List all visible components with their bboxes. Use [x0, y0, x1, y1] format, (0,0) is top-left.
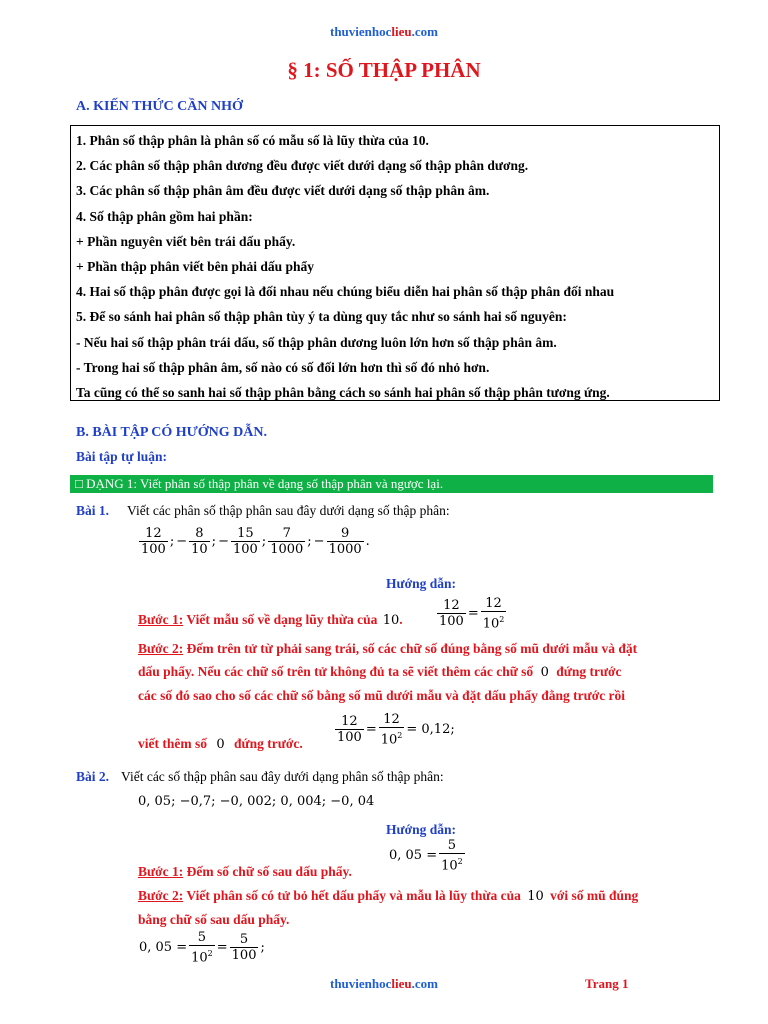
- denominator: 100: [231, 948, 257, 964]
- bai-1-row: [76, 502, 450, 520]
- knowledge-line: 5. Để so sánh hai phân số thập phân tùy ý ta dùng quy tắc như so sánh hai số nguyên:: [76, 309, 567, 325]
- equals-sign: =: [216, 940, 228, 956]
- exponent: 2: [397, 731, 403, 740]
- bai-2-row: [76, 768, 444, 786]
- numerator: 12: [335, 714, 364, 730]
- bai-1-step-2: [138, 637, 738, 707]
- step-text: Đếm trên tử từ phải sang trái, số các chữ số đúng bằng số mũ dưới mẫu và đặt: [183, 641, 638, 656]
- fraction: [327, 526, 364, 557]
- section-a-heading: A. KIẾN THỨC CẦN NHỚ: [76, 99, 243, 114]
- knowledge-line: + Phần nguyên viết bên trái dấu phẩy.: [76, 233, 296, 249]
- numerator: 5: [230, 932, 259, 948]
- end-mark: .: [365, 534, 370, 549]
- separator: ;: [169, 534, 175, 549]
- digit-zero: 0: [216, 737, 225, 752]
- step-text: Viết phân số có tử bỏ hết dấu phẩy và mẫu là lũy thừa của: [183, 888, 525, 903]
- minus-sign: −: [176, 534, 188, 549]
- separator: ;: [307, 534, 312, 549]
- minus-sign: −: [313, 534, 325, 549]
- knowledge-line: 4. Hai số thập phân được gọi là đối nhau nếu chúng biểu diễn hai phân số thập phân đối nhau: [76, 284, 615, 300]
- separator: ;: [261, 534, 267, 549]
- site-name-part-2: lieu: [391, 24, 412, 39]
- power-base: 10: [527, 889, 544, 904]
- knowledge-line: - Trong hai số thập phân âm, số nào có số đối lớn hơn thì số đó nhỏ hơn.: [76, 359, 490, 375]
- power-base: 10: [191, 950, 208, 966]
- numerator: 12: [481, 596, 507, 612]
- step-label: Bước 2:: [138, 888, 184, 903]
- step-text: bằng chữ số sau dấu phẩy.: [138, 912, 290, 927]
- bai-2-step-1: [138, 860, 352, 883]
- fraction: [189, 526, 210, 557]
- bai-1-guide-heading: Hướng dẫn:: [386, 576, 456, 591]
- knowledge-line: - Nếu hai số thập phân trái dấu, số thập phân dương luôn lớn hơn số thập phân âm.: [76, 334, 557, 350]
- bai-1-step-2-end: [138, 732, 303, 756]
- bai-1-result-equation: [334, 712, 456, 747]
- power-base: 10: [482, 616, 500, 632]
- bai-2-result-equation: [138, 930, 266, 965]
- numerator: 8: [189, 526, 210, 542]
- bai-1-fraction-list: [138, 526, 371, 557]
- subsection-heading: Bài tập tự luận:: [76, 449, 167, 464]
- bai-2-number-list: 0, 05; −0,7; −0, 002; 0, 004; −0, 04: [138, 794, 375, 809]
- bai-2-step-1-equation: [388, 838, 466, 873]
- bai-1-label: Bài 1.: [76, 503, 110, 518]
- denominator: 1000: [270, 542, 304, 557]
- result-value: = 0,12;: [406, 722, 455, 738]
- step-text: đứng trước: [552, 664, 622, 679]
- knowledge-line: 2. Các phân số thập phân dương đều được viết dưới dạng số thập phân dương.: [76, 158, 529, 174]
- exponent: 2: [457, 857, 463, 866]
- site-name-part-3: .com: [411, 976, 438, 991]
- knowledge-line: 3. Các phân số thập phân âm đều được viết dưới dạng số thập phân âm.: [76, 183, 490, 199]
- denominator: 100: [337, 730, 362, 746]
- denominator: 100: [232, 542, 258, 557]
- site-name-part-3: .com: [411, 24, 438, 39]
- step-text: Viết mẫu số về dạng lũy thừa của: [183, 612, 381, 627]
- page-title: § 1: SỐ THẬP PHÂN: [287, 58, 481, 82]
- step-text: các số đó sao cho số các chữ số bằng số mũ dưới mẫu và đặt dấu phẩy đằng trước rồi: [138, 688, 626, 703]
- footer-site-link[interactable]: [330, 976, 438, 992]
- step-label: Bước 1:: [138, 612, 184, 627]
- bai-2-label: Bài 2.: [76, 769, 110, 784]
- exponent: 2: [207, 949, 213, 958]
- numerator: 12: [379, 712, 405, 728]
- denominator: 10: [191, 542, 208, 557]
- equation-lhs: 0, 05 =: [139, 940, 188, 956]
- site-name-part-1: thuvienhoc: [330, 24, 392, 39]
- page-number: Trang 1: [585, 976, 629, 991]
- bai-1-text: Viết các phân số thập phân sau đây dưới dạng số thập phân:: [127, 503, 450, 518]
- dang-1-banner: □ DẠNG 1: Viết phân số thập phân về dạng số thập phân và ngược lại.: [70, 475, 713, 493]
- knowledge-box: [70, 125, 720, 401]
- bai-2-step-2: [138, 884, 738, 931]
- equals-sign: =: [365, 722, 377, 738]
- numerator: 5: [189, 930, 215, 946]
- knowledge-line: 1. Phân số thập phân là phân số có mẫu số là lũy thừa của 10.: [76, 133, 429, 148]
- numerator: 15: [231, 526, 260, 542]
- step-text: viết thêm số: [138, 736, 211, 751]
- knowledge-line: + Phần thập phân viết bên phải dấu phẩy: [76, 259, 315, 275]
- result-tail: ;: [260, 940, 265, 956]
- step-dot: .: [399, 612, 403, 627]
- step-text: với số mũ đúng: [546, 888, 639, 903]
- power-base: 10: [382, 613, 400, 628]
- header-site-link[interactable]: [0, 24, 768, 40]
- numerator: 9: [327, 526, 364, 542]
- denominator: 1000: [328, 542, 362, 557]
- numerator: 12: [139, 526, 168, 542]
- numerator: 7: [268, 526, 305, 542]
- step-text: đứng trước.: [230, 736, 303, 751]
- step-text: dấu phẩy. Nếu các chữ số trên tử không đủ ta sẽ viết thêm các chữ số: [138, 664, 537, 679]
- bai-1-step-1: [138, 608, 403, 632]
- digit-zero: 0: [540, 665, 549, 680]
- knowledge-line: Ta cũng có thể so sanh hai số thập phân bằng cách so sánh hai phân số thập phân tương ứng.: [76, 385, 610, 401]
- site-name-part-2: lieu: [391, 976, 412, 991]
- power-base: 10: [441, 858, 458, 874]
- section-b-heading: B. BÀI TẬP CÓ HƯỚNG DẪN.: [76, 425, 267, 440]
- exponent: 2: [499, 615, 505, 624]
- site-name-part-1: thuvienhoc: [330, 976, 392, 991]
- step-label: Bước 1:: [138, 864, 184, 879]
- equation-lhs: 0, 05 =: [389, 848, 438, 864]
- denominator: 100: [439, 614, 464, 630]
- power-base: 10: [380, 732, 398, 748]
- minus-sign: −: [218, 534, 229, 549]
- fraction: [268, 526, 305, 557]
- numerator: 12: [437, 598, 466, 614]
- denominator: 100: [141, 542, 166, 557]
- bai-1-step-1-equation: [436, 596, 507, 631]
- step-label: Bước 2:: [138, 641, 184, 656]
- knowledge-line: 4. Số thập phân gồm hai phần:: [76, 208, 253, 224]
- numerator: 5: [439, 838, 465, 854]
- fraction: [231, 526, 260, 557]
- equals-sign: =: [467, 606, 479, 622]
- bai-2-guide-heading: Hướng dẫn:: [386, 822, 456, 837]
- step-text: Đếm số chữ số sau dấu phẩy.: [183, 864, 352, 879]
- separator: ;: [211, 534, 217, 549]
- fraction: [139, 526, 168, 557]
- bai-2-text: Viết các số thập phân sau đây dưới dạng phân số thập phân:: [121, 769, 444, 784]
